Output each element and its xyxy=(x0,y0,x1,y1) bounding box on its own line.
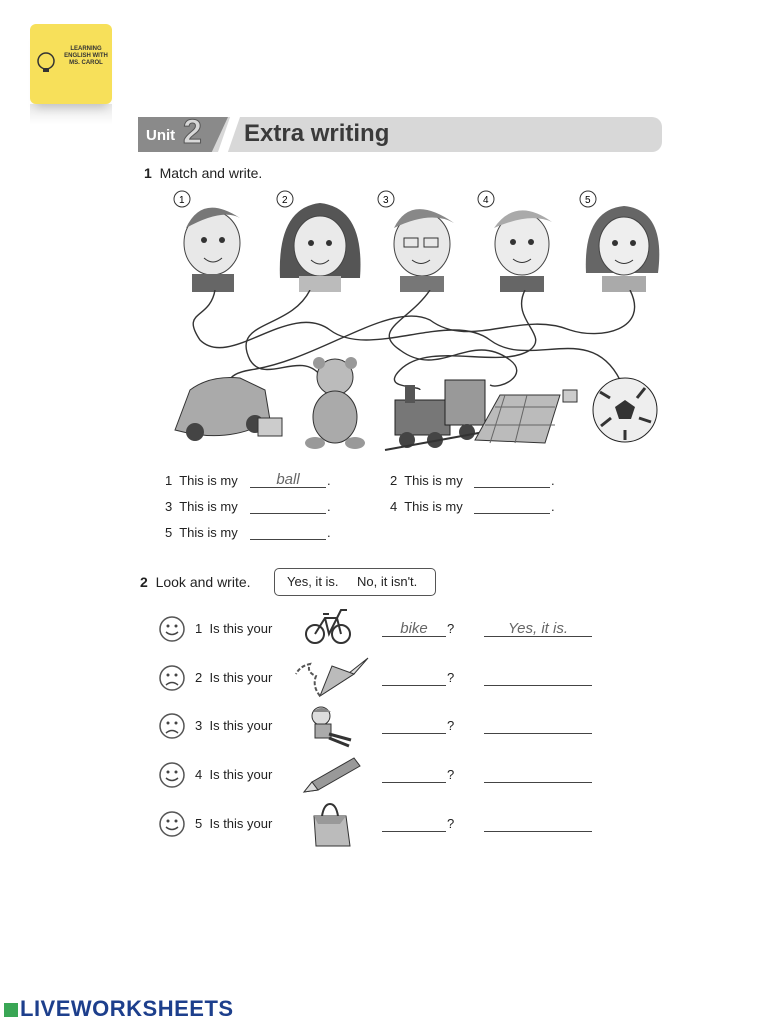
child-4-number: 4 xyxy=(483,195,489,206)
child-3-number: 3 xyxy=(383,195,389,206)
sentence-2-text: This is my xyxy=(404,473,463,488)
sentence-1-number: 1 xyxy=(165,473,173,488)
logo-line-1: LEARNING xyxy=(70,46,102,52)
question-2 xyxy=(195,670,272,685)
bag-icon xyxy=(310,802,352,848)
answer-2-field[interactable] xyxy=(474,471,550,488)
sentence-5-number: 5 xyxy=(165,525,173,540)
child-4 xyxy=(478,191,552,292)
logo-line-3: MS. CAROL xyxy=(69,60,103,66)
period-2: . xyxy=(551,473,555,488)
doll-icon xyxy=(305,704,357,748)
period-5: . xyxy=(327,525,331,540)
exercise-2-number: 2 xyxy=(140,574,148,590)
question-5-number: 5 xyxy=(195,816,203,831)
answer-3-field[interactable] xyxy=(250,497,326,514)
question-mark-2: ? xyxy=(447,670,455,685)
sentence-3 xyxy=(165,499,238,514)
question-mark-5: ? xyxy=(447,816,455,831)
exercise-1-instruction: Match and write. xyxy=(159,165,263,181)
page-title: Extra writing xyxy=(244,120,390,147)
question-4-text: Is this your xyxy=(209,767,273,782)
logo-text xyxy=(62,46,110,67)
answer-1-field[interactable]: ball xyxy=(250,471,326,488)
teacher-logo xyxy=(30,24,112,104)
unit-label: Unit xyxy=(146,127,176,144)
children-illustration xyxy=(160,188,670,296)
sentence-1 xyxy=(165,473,238,488)
puzzle-icon xyxy=(475,390,577,443)
question-2-text: Is this your xyxy=(209,670,273,685)
question-2-number: 2 xyxy=(195,670,203,685)
brand-text: LIVEWORKSHEETS xyxy=(20,996,234,1021)
reply-2-field[interactable] xyxy=(484,669,592,686)
sad-face-icon xyxy=(158,712,186,740)
exercise-2-instruction: Look and write. xyxy=(155,574,251,590)
word-1-field[interactable]: bike xyxy=(382,620,446,637)
sentence-2 xyxy=(390,473,463,488)
pencil-icon xyxy=(300,754,362,796)
liveworksheets-logo[interactable] xyxy=(4,996,234,1022)
question-mark-3: ? xyxy=(447,718,455,733)
teddy-bear-icon xyxy=(305,357,365,449)
option-no: No, it isn't. xyxy=(357,574,418,589)
brand-mark-icon xyxy=(4,1003,18,1017)
question-4 xyxy=(195,767,272,782)
word-2-field[interactable] xyxy=(382,669,446,686)
question-3-number: 3 xyxy=(195,718,203,733)
question-3-text: Is this your xyxy=(209,718,273,733)
period-3: . xyxy=(327,499,331,514)
question-5-text: Is this your xyxy=(209,816,273,831)
sentence-3-number: 3 xyxy=(165,499,173,514)
logo-shadow xyxy=(30,104,112,124)
answer-4-field[interactable] xyxy=(474,497,550,514)
question-5 xyxy=(195,816,272,831)
question-1-number: 1 xyxy=(195,621,203,636)
question-3 xyxy=(195,718,272,733)
word-3-field[interactable] xyxy=(382,717,446,734)
sentence-4-number: 4 xyxy=(390,499,398,514)
child-1 xyxy=(174,191,240,292)
reply-4-field[interactable] xyxy=(484,766,592,783)
bike-icon xyxy=(305,606,351,646)
period-4: . xyxy=(551,499,555,514)
period-1: . xyxy=(327,473,331,488)
happy-face-icon xyxy=(158,615,186,643)
child-5 xyxy=(580,191,659,292)
sentence-2-number: 2 xyxy=(390,473,398,488)
sad-face-icon xyxy=(158,664,186,692)
word-5-field[interactable] xyxy=(382,815,446,832)
child-1-number: 1 xyxy=(179,195,185,206)
reply-5-field[interactable] xyxy=(484,815,592,832)
sentence-3-text: This is my xyxy=(179,499,238,514)
unit-number: 2 xyxy=(183,113,202,151)
word-4-field[interactable] xyxy=(382,766,446,783)
sentence-4-text: This is my xyxy=(404,499,463,514)
happy-face-icon xyxy=(158,810,186,838)
child-5-number: 5 xyxy=(585,195,591,206)
option-yes: Yes, it is. xyxy=(287,574,339,589)
child-3 xyxy=(378,191,454,292)
child-2 xyxy=(277,191,361,292)
exercise-2-heading xyxy=(140,574,251,590)
reply-3-field[interactable] xyxy=(484,717,592,734)
reply-1-field[interactable]: Yes, it is. xyxy=(484,620,592,637)
sentence-5-text: This is my xyxy=(179,525,238,540)
child-2-number: 2 xyxy=(282,195,288,206)
toys-illustration xyxy=(170,350,665,455)
question-4-number: 4 xyxy=(195,767,203,782)
car-icon xyxy=(175,378,282,442)
question-1-text: Is this your xyxy=(209,621,273,636)
question-mark-1: ? xyxy=(447,621,455,636)
exercise-1-heading xyxy=(144,165,262,181)
lightbulb-icon xyxy=(34,50,58,76)
sentence-1-text: This is my xyxy=(179,473,238,488)
question-1 xyxy=(195,621,272,636)
exercise-1-number: 1 xyxy=(144,165,152,181)
logo-line-2: ENGLISH WITH xyxy=(64,53,108,59)
answer-5-field[interactable] xyxy=(250,523,326,540)
sentence-5 xyxy=(165,525,238,540)
happy-face-icon xyxy=(158,761,186,789)
sentence-4 xyxy=(390,499,463,514)
ball-icon xyxy=(593,378,657,442)
question-mark-4: ? xyxy=(447,767,455,782)
kite-icon xyxy=(292,656,370,698)
